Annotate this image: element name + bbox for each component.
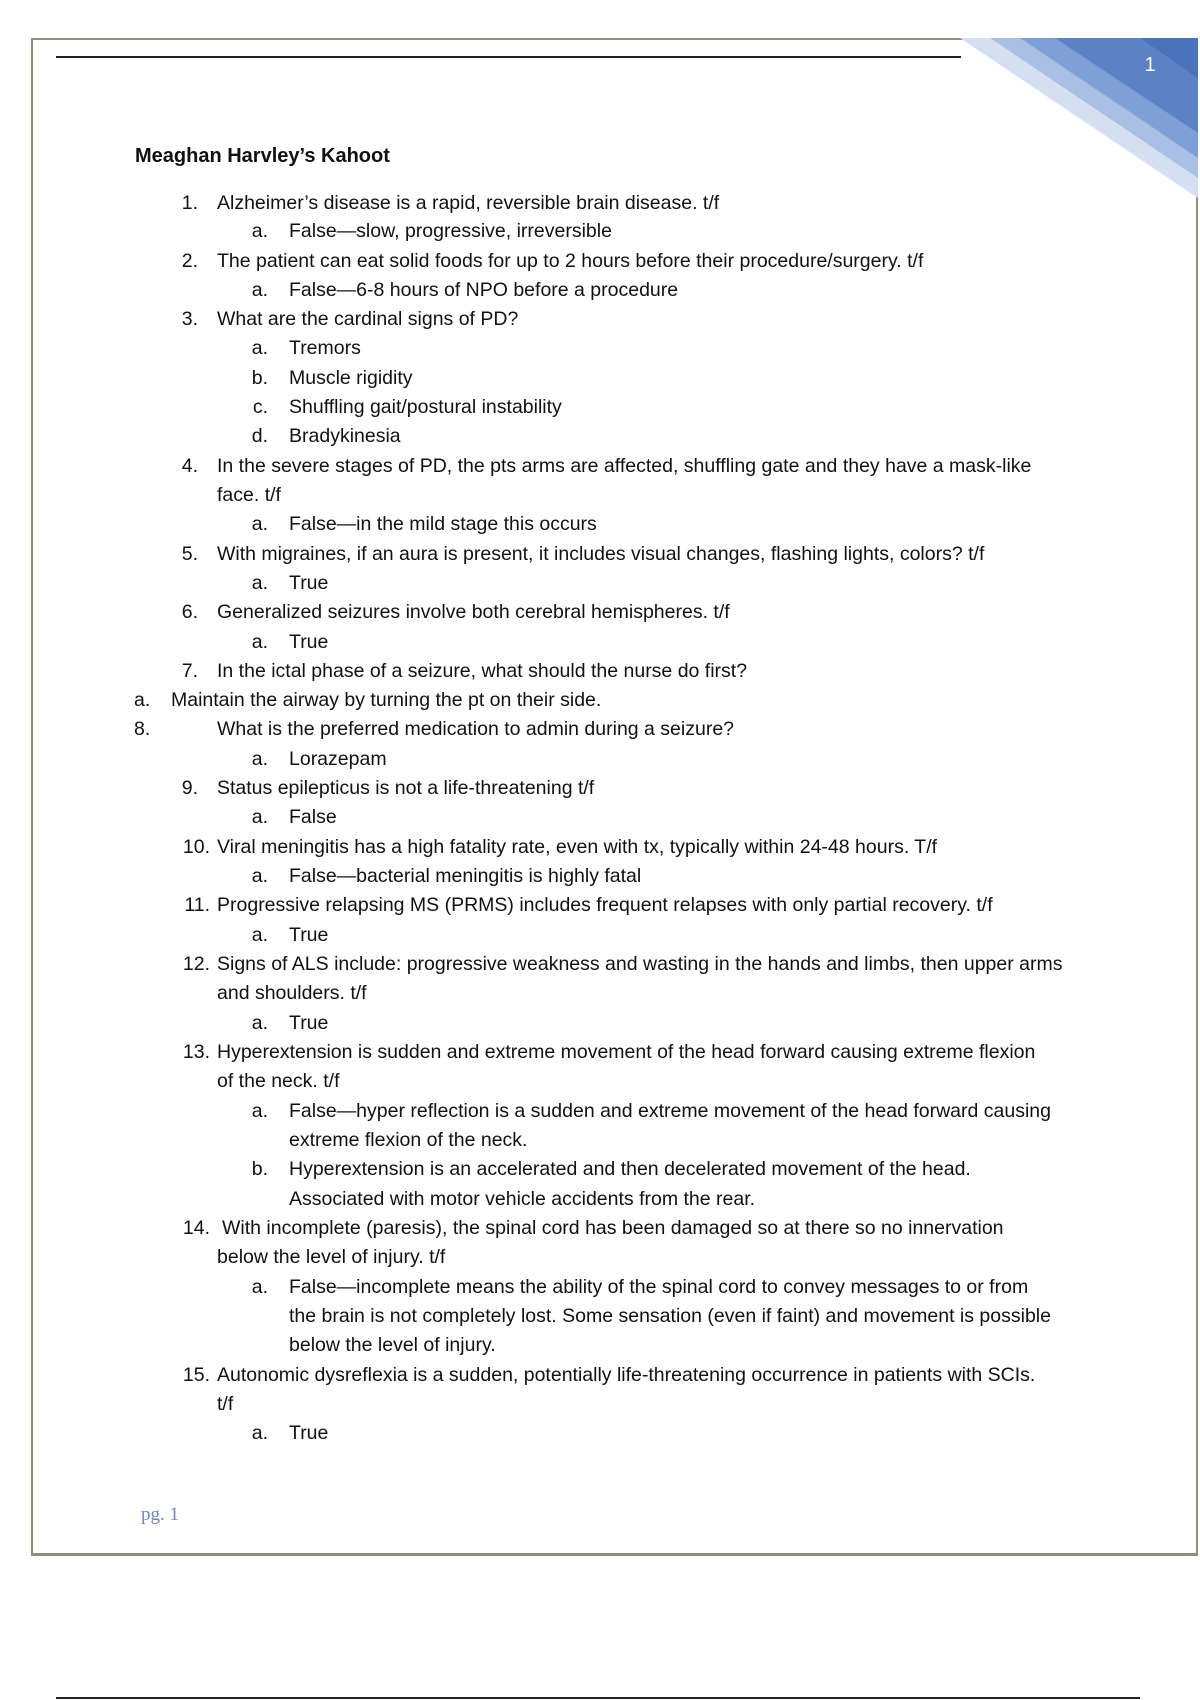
footer-page-label: pg. 1 xyxy=(141,1504,179,1525)
corner-decoration xyxy=(960,38,1198,198)
document-title: Meaghan Harvley’s Kahoot xyxy=(135,145,390,167)
page-number: 1 xyxy=(1144,54,1156,76)
header-rule xyxy=(56,56,961,58)
next-page-header-rule xyxy=(56,1697,1140,1699)
